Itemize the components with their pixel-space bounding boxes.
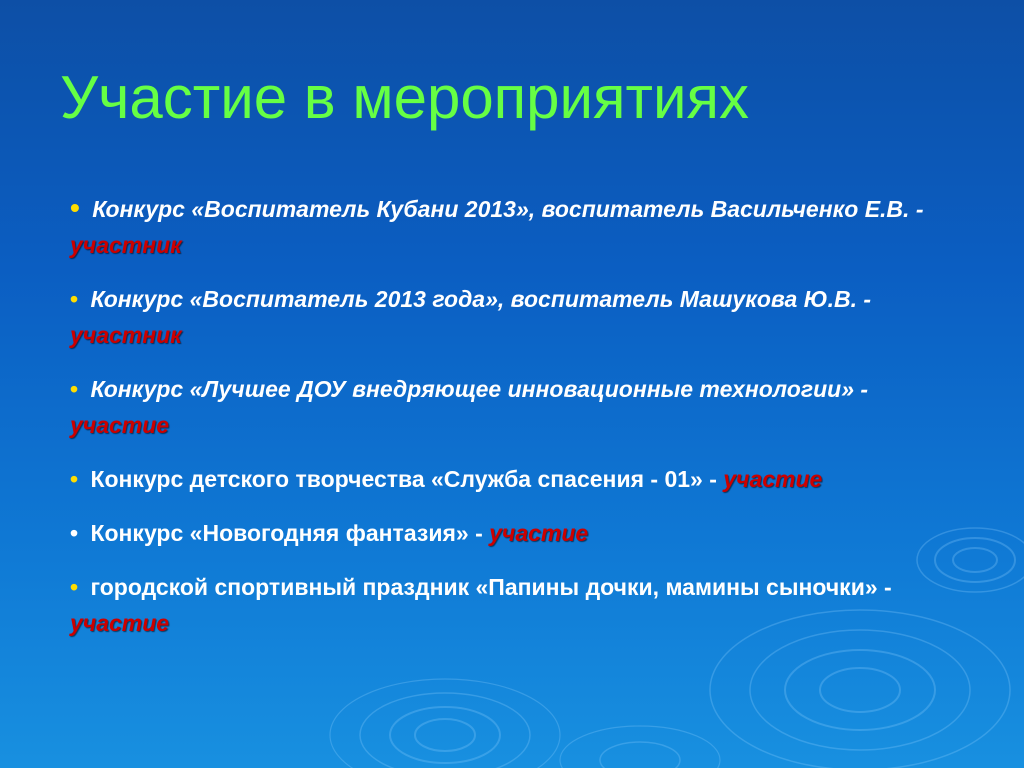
- status-label: участие: [489, 520, 589, 546]
- item-text: Конкурс «Воспитатель 2013 года», воспитатель Машукова Ю.В. -: [90, 286, 872, 312]
- item-text: Конкурс детского творчества «Служба спасения - 01» -: [90, 466, 724, 492]
- status-label: участие: [70, 412, 170, 438]
- list-item: [70, 515, 950, 551]
- slide-title: Участие в мероприятиях: [60, 64, 750, 131]
- item-text: Конкурс «Новогодняя фантазия» -: [90, 520, 490, 546]
- list-item: [70, 371, 950, 443]
- status-label: участник: [70, 322, 182, 348]
- bullet-icon: •: [70, 286, 79, 312]
- bullet-icon: •: [70, 192, 80, 223]
- bullet-icon: •: [70, 376, 79, 402]
- item-text: Конкурс «Лучшее ДОУ внедряющее инновационные технологии» -: [90, 376, 869, 402]
- list-item: [70, 461, 950, 497]
- status-label: участие: [723, 466, 823, 492]
- bullet-icon: •: [70, 574, 79, 600]
- status-label: участие: [70, 610, 170, 636]
- list-item: [70, 281, 950, 353]
- bullet-icon: •: [70, 466, 79, 492]
- item-text: Конкурс «Воспитатель Кубани 2013», воспитатель Васильченко Е.В. -: [92, 196, 924, 222]
- list-item: [70, 569, 950, 641]
- status-label: участник: [70, 232, 182, 258]
- list-item: [70, 190, 950, 263]
- bullet-icon: •: [70, 520, 79, 546]
- event-list: [70, 190, 950, 659]
- item-text: городской спортивный праздник «Папины дочки, мамины сыночки» -: [90, 574, 892, 600]
